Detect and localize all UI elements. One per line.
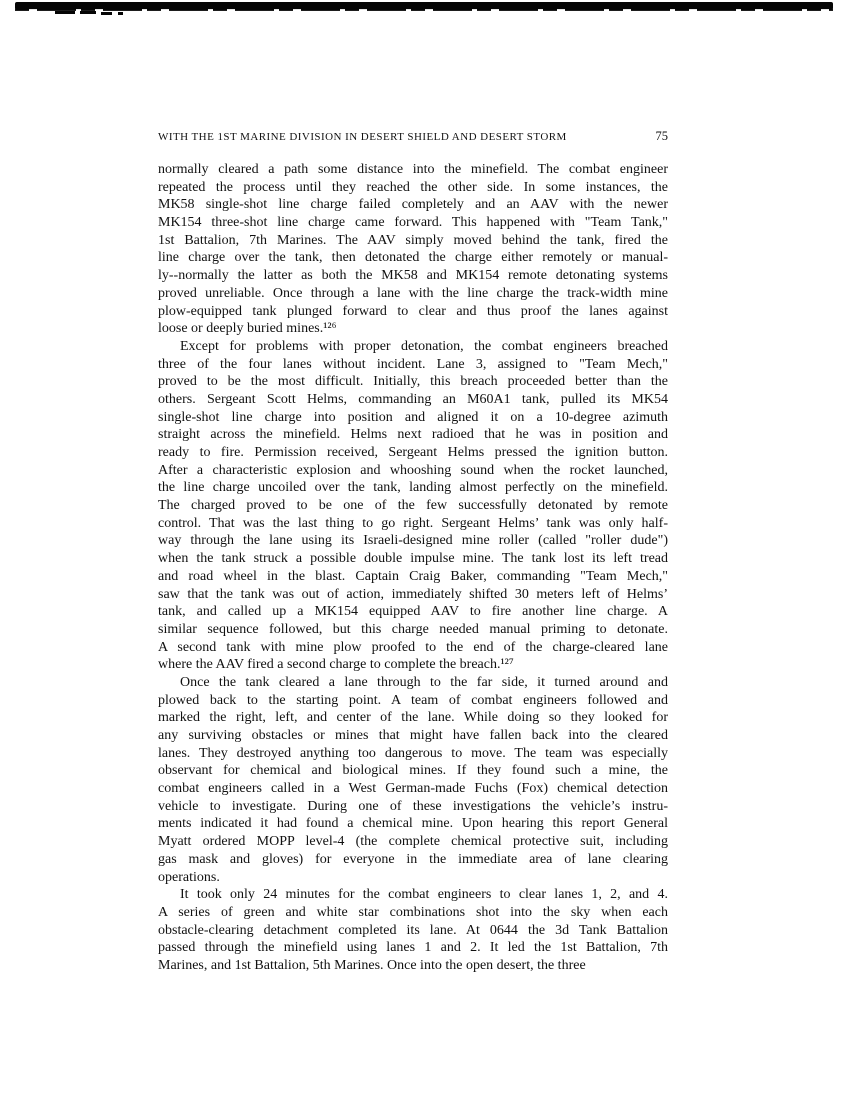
text-line: gas mask and gloves) for everyone in the immediate area of lane clearing xyxy=(158,851,668,867)
running-header xyxy=(158,129,668,144)
text-line: marked the right, left, and center of the lane. While doing so they looked for xyxy=(158,710,668,726)
text-line: After a characteristic explosion and whooshing sound when the rocket launched, xyxy=(158,462,668,478)
text-line: plow-equipped tank plunged forward to clear and thus proof the lanes against xyxy=(158,303,668,319)
text-line: tank, and called up a MK154 equipped AAV to fire another line charge. A xyxy=(158,604,668,620)
text-line: the line charge uncoiled over the tank, landing almost perfectly on the minefield. xyxy=(158,480,668,496)
text-line: any surviving obstacles or mines that might have fallen back into the cleared xyxy=(158,728,668,743)
text-line: three of the four lanes without incident. Lane 3, assigned to "Team Mech," xyxy=(158,356,668,372)
text-line: vehicle to investigate. During one of these investigations the vehicle’s instru- xyxy=(158,798,668,814)
text-line: A series of green and white star combinations shot into the sky when each xyxy=(158,904,668,920)
page-number: 75 xyxy=(655,129,668,143)
text-line: control. That was the last thing to go right. Sergeant Helms’ tank was only half- xyxy=(158,515,668,531)
text-line: Marines, and 1st Battalion, 5th Marines. Once into the open desert, the three xyxy=(158,957,586,973)
scan-artifact-dash xyxy=(101,12,112,15)
scan-artifact-dash xyxy=(80,11,96,14)
scan-artifact-dash xyxy=(118,12,123,15)
text-line: 1st Battalion, 7th Marines. The AAV simply moved behind the tank, fired the xyxy=(158,232,668,248)
text-line: ready to fire. Permission received, Sergeant Helms pressed the ignition button. xyxy=(158,445,668,460)
text-line: Once the tank cleared a lane through to the far side, it turned around and xyxy=(180,674,668,690)
text-line: A second tank with mine plow proofed to the end of the charge-cleared lane xyxy=(158,639,668,655)
text-line: where the AAV fired a second charge to complete the breach.¹²⁷ xyxy=(158,657,514,673)
text-line: loose or deeply buried mines.¹²⁶ xyxy=(158,321,337,337)
text-line: operations. xyxy=(158,869,220,885)
text-line: MK58 single-shot line charge failed completely and an AAV with the newer xyxy=(158,197,668,213)
text-line: normally cleared a path some distance into the minefield. The combat engineer xyxy=(158,162,668,177)
scan-artifact-dash xyxy=(55,11,75,14)
text-line: It took only 24 minutes for the combat engineers to clear lanes 1, 2, and 4. xyxy=(180,887,668,903)
text-line: when the tank struck a possible double impulse mine. The tank lost its left tread xyxy=(158,551,668,567)
paragraph xyxy=(158,338,668,674)
text-line: single-shot line charge into position and aligned it on a 10-degree azimuth xyxy=(158,409,668,425)
page-body xyxy=(158,161,668,975)
text-line: The charged proved to be one of the few successfully detonated by remote xyxy=(158,498,668,514)
text-line: obstacle-clearing detachment completed its lane. At 0644 the 3d Tank Battalion xyxy=(158,922,668,938)
text-line: observant for chemical and biological mines. If they found such a mine, the xyxy=(158,763,668,779)
text-line: proved to be the most difficult. Initially, this breach proceeded better than the xyxy=(158,374,668,390)
text-line: Except for problems with proper detonation, the combat engineers breached xyxy=(180,338,668,354)
scan-artifact-bar xyxy=(15,2,833,10)
text-line: repeated the process until they reached the other side. In some instances, the xyxy=(158,179,668,195)
text-line: MK154 three-shot line charge came forward. This happened with "Team Tank," xyxy=(158,215,668,231)
text-line: passed through the minefield using lanes 1 and 2. It led the 1st Battalion, 7th xyxy=(158,940,668,956)
text-line: similar sequence followed, but this charge needed manual priming to detonate. xyxy=(158,621,668,637)
text-line: saw that the tank was out of action, immediately shifted 30 meters left of Helms’ xyxy=(158,586,668,602)
paragraph xyxy=(158,674,668,886)
text-line: line charge over the tank, then detonated the charge either remotely or manual- xyxy=(158,250,668,266)
text-line: combat engineers called in a West German-made Fuchs (Fox) chemical detection xyxy=(158,781,668,797)
text-line: proved unreliable. Once through a lane with the line charge the track-width mine xyxy=(158,285,668,301)
text-line: lanes. They destroyed anything too dangerous to move. The team was especially xyxy=(158,745,668,761)
paragraph xyxy=(158,886,668,974)
text-line: Myatt ordered MOPP level-4 (the complete chemical protective suit, including xyxy=(158,834,668,850)
text-line: ly--normally the latter as both the MK58 and MK154 remote detonating systems xyxy=(158,268,668,284)
paragraph xyxy=(158,161,668,338)
text-line: others. Sergeant Scott Helms, commanding an M60A1 tank, pulled its MK54 xyxy=(158,391,668,407)
text-line: ments indicated it had found a chemical mine. Upon hearing this report General xyxy=(158,816,668,832)
text-line: plowed back to the starting point. A team of combat engineers followed and xyxy=(158,692,668,708)
text-line: way through the lane using its Israeli-designed mine roller (called "roller dude") xyxy=(158,533,668,549)
text-line: straight across the minefield. Helms next radioed that he was in position and xyxy=(158,427,668,443)
header-title: WITH THE 1ST MARINE DIVISION IN DESERT SHIELD AND DESERT STORM xyxy=(158,131,567,143)
text-line: and road wheel in the blast. Captain Craig Baker, commanding "Team Mech," xyxy=(158,568,668,584)
